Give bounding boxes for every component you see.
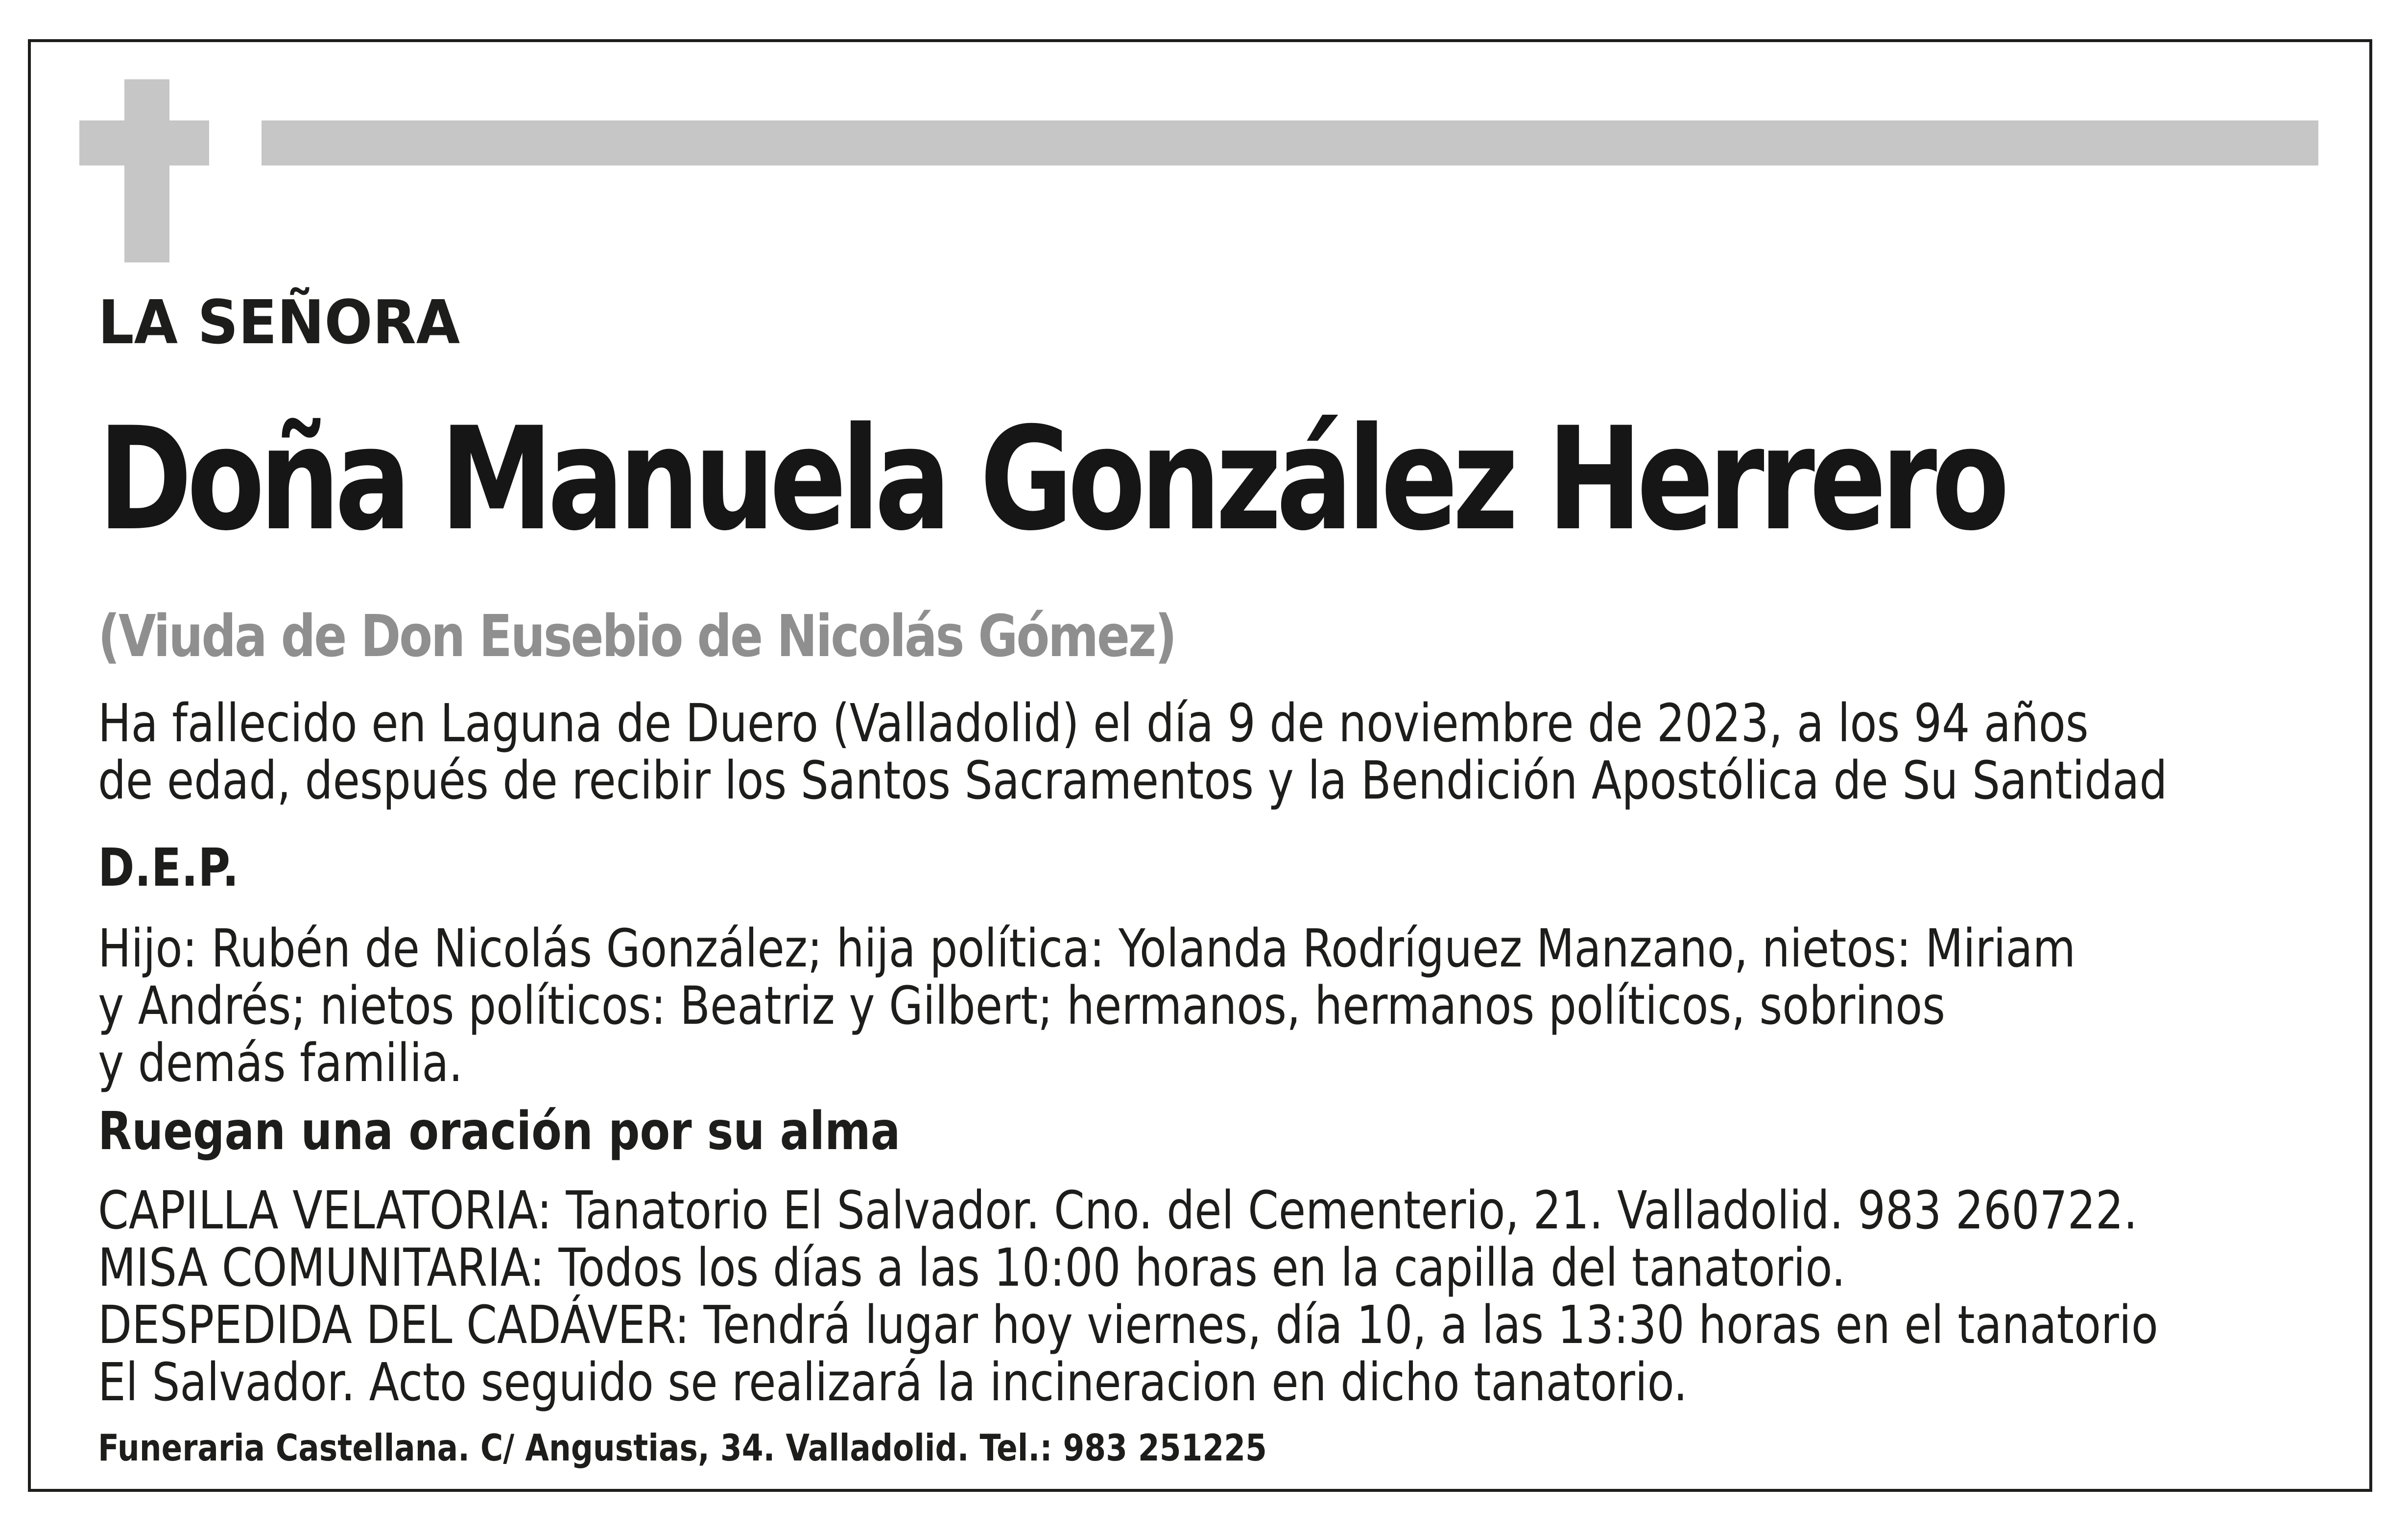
header-rule (262, 120, 2318, 165)
cross-icon-arm (79, 120, 209, 165)
deceased-name: Doña Manuela González Herrero (98, 397, 2004, 562)
service-line: CAPILLA VELATORIA: Tanatorio El Salvador. Cno. del Cementerio, 21. Valladolid. 983 260722. (98, 1180, 2138, 1241)
service-line: MISA COMUNITARIA: Todos los días a las 10:00 horas en la capilla del tanatorio. (98, 1238, 1846, 1298)
funeral-home-footer: Funeraria Castellana. C/ Angustias, 34. Valladolid. Tel.: 983 251225 (98, 1426, 1267, 1469)
cross-icon (124, 79, 169, 262)
family-line: y Andrés; nietos políticos: Beatriz y Gilbert; hermanos, hermanos políticos, sobrinos (98, 976, 1946, 1036)
family-list (98, 920, 2075, 1092)
service-details (98, 1182, 2158, 1412)
rip-label: D.E.P. (98, 838, 239, 898)
service-line: El Salvador. Acto seguido se realizará la incineracion en dicho tanatorio. (98, 1352, 1688, 1413)
death-line: Ha fallecido en Laguna de Duero (Valladolid) el día 9 de noviembre de 2023, a los 94 años (98, 693, 2089, 754)
prayer-request: Ruegan una oración por su alma (98, 1101, 901, 1162)
honorific: LA SEÑORA (98, 288, 460, 358)
widow-of: (Viuda de Don Eusebio de Nicolás Gómez) (98, 602, 1176, 670)
death-line: de edad, después de recibir los Santos Sacramentos y la Bendición Apostólica de Su Santidad (98, 751, 2168, 811)
service-line: DESPEDIDA DEL CADÁVER: Tendrá lugar hoy viernes, día 10, a las 13:30 horas en el tanatorio (98, 1295, 2158, 1356)
family-line: Hijo: Rubén de Nicolás González; hija política: Yolanda Rodríguez Manzano, nietos: Miriam (98, 919, 2076, 979)
family-line: y demás familia. (98, 1033, 463, 1094)
death-announcement (98, 695, 2168, 810)
